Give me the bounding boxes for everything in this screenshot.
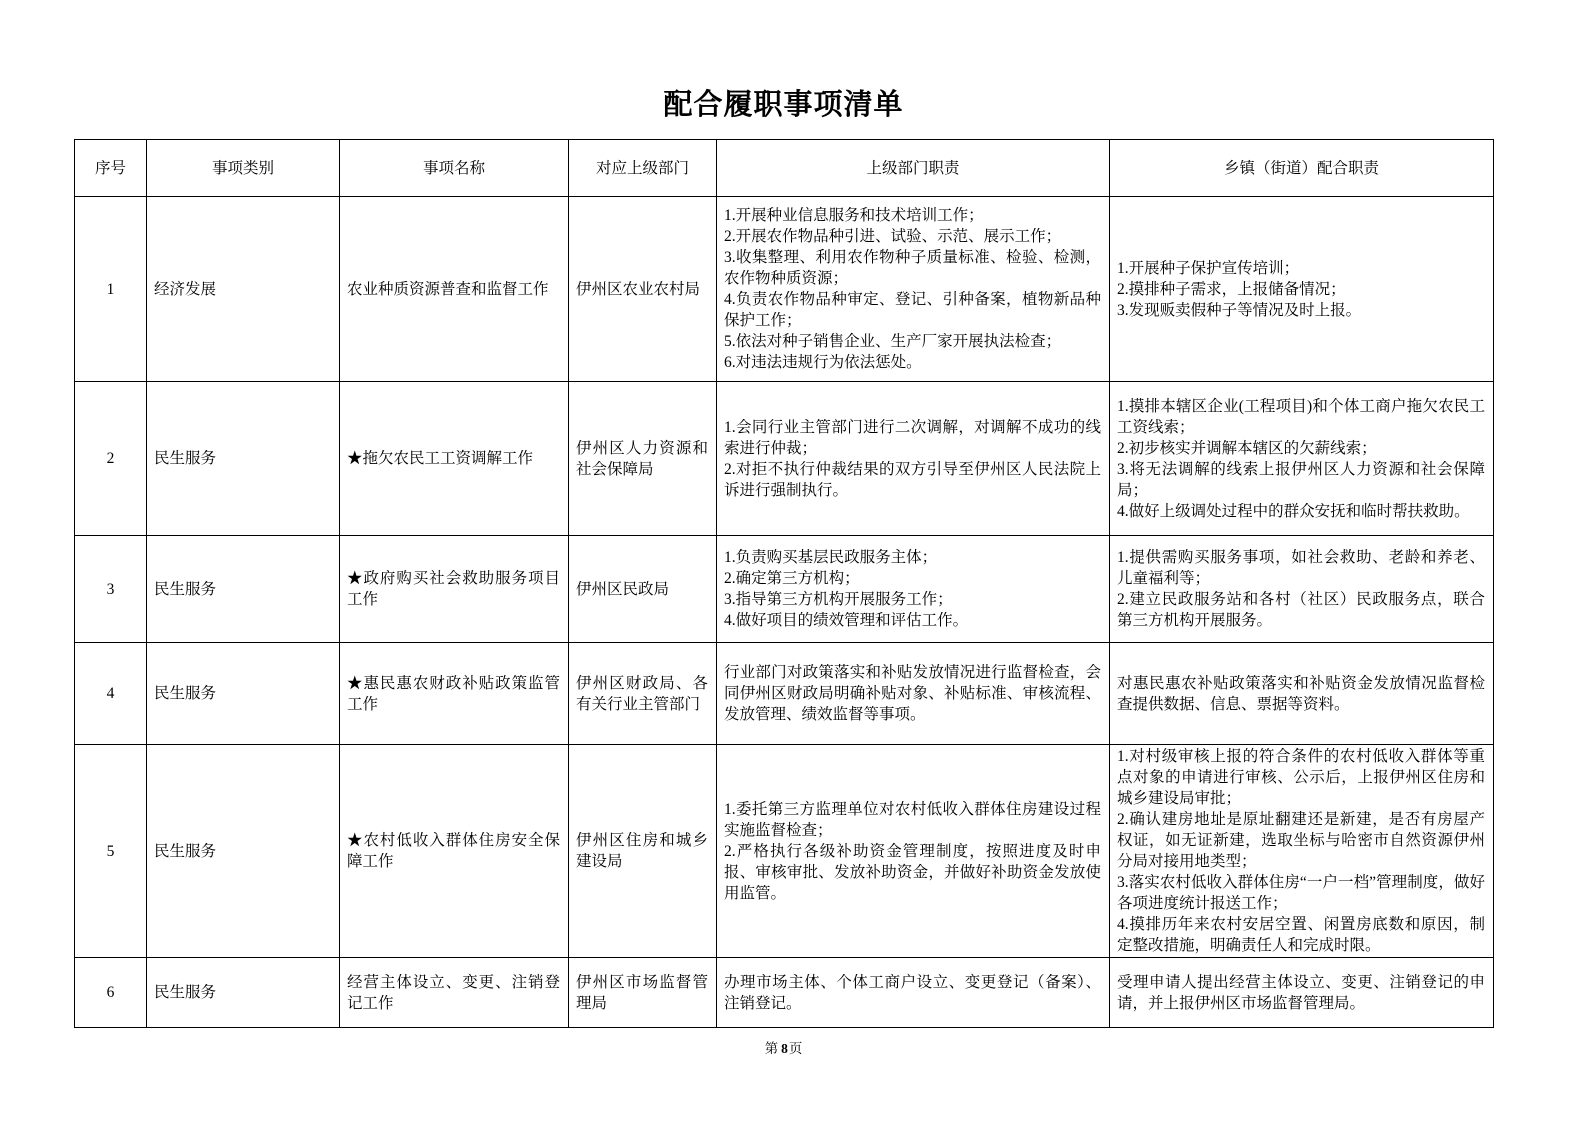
- cell-item-name: ★惠民惠农财政补贴政策监管工作: [340, 643, 569, 745]
- duty-item: 1.对村级审核上报的符合条件的农村低收入群体等重点对象的申请进行审核、公示后，上报伊州区住房和城乡建设局审批；: [1117, 748, 1485, 807]
- duty-item: 行业部门对政策落实和补贴发放情况进行监督检查，会同伊州区财政局明确补贴对象、补贴标准、审核流程、发放管理、绩效监督等事项。: [724, 664, 1101, 723]
- cell-department: 伊州区农业农村局: [569, 197, 717, 382]
- cell-township-duties: [1110, 197, 1494, 382]
- cell-item-name: ★拖欠农民工工资调解工作: [340, 382, 569, 536]
- duty-item: 1.会同行业主管部门进行二次调解，对调解不成功的线索进行仲裁；: [724, 418, 1101, 457]
- duty-item: 2.确认建房地址是原址翻建还是新建，是否有房屋产权证，如无证新建，选取坐标与哈密市自然资源伊州分局对接用地类型；: [1117, 811, 1485, 870]
- duty-item: 3.将无法调解的线索上报伊州区人力资源和社会保障局；: [1117, 460, 1485, 499]
- cell-township-duties: [1110, 958, 1494, 1028]
- table-header-row: [75, 140, 1494, 197]
- table-row: [75, 643, 1494, 745]
- cell-upper-duties: [717, 643, 1110, 745]
- header-upper-duties: 上级部门职责: [717, 140, 1110, 197]
- cell-index: 3: [75, 536, 147, 643]
- document-title: 配合履职事项清单: [663, 89, 904, 121]
- table-row: [75, 745, 1494, 958]
- cell-upper-duties: [717, 536, 1110, 643]
- duty-list-table: [74, 139, 1494, 1028]
- duty-item: 1.开展种子保护宣传培训；: [1117, 259, 1300, 277]
- footer-prefix: 第: [764, 1041, 779, 1056]
- cell-township-duties: [1110, 382, 1494, 536]
- duty-item: 1.摸排本辖区企业(工程项目)和个体工商户拖欠农民工工资线索；: [1117, 397, 1485, 436]
- header-item-name: 事项名称: [340, 140, 569, 197]
- cell-index: 1: [75, 197, 147, 382]
- duty-item: 3.落实农村低收入群体住房“一户一档”管理制度，做好各项进度统计报送工作；: [1117, 874, 1485, 912]
- cell-upper-duties: [717, 197, 1110, 382]
- duty-item: 2.确定第三方机构；: [724, 570, 860, 587]
- cell-index: 6: [75, 958, 147, 1028]
- cell-department: 伊州区市场监督管理局: [569, 958, 717, 1028]
- cell-category: 民生服务: [147, 536, 340, 643]
- cell-category: 民生服务: [147, 958, 340, 1028]
- table-row: [75, 197, 1494, 382]
- cell-department: 伊州区人力资源和社会保障局: [569, 382, 717, 536]
- page-footer: [74, 1040, 1493, 1058]
- cell-category: 民生服务: [147, 643, 340, 745]
- duty-item: 2.建立民政服务站和各村（社区）民政服务点，联合第三方机构开展服务。: [1117, 591, 1485, 629]
- duty-item: 1.委托第三方监理单位对农村低收入群体住房建设过程实施监督检查；: [724, 800, 1101, 839]
- duty-item: 4.负责农作物品种审定、登记、引种备案，植物新品种保护工作；: [724, 291, 1101, 329]
- duty-item: 2.摸排种子需求，上报储备情况；: [1117, 280, 1346, 298]
- duty-item: 2.严格执行各级补助资金管理制度，按照进度及时申报、审核审批、发放补助资金，并做好补助资金发放使用监管。: [724, 842, 1101, 902]
- cell-department: 伊州区民政局: [569, 536, 717, 643]
- cell-department: 伊州区财政局、各有关行业主管部门: [569, 643, 717, 745]
- duty-item: 4.做好上级调处过程中的群众安抚和临时帮扶救助。: [1117, 502, 1470, 520]
- table-row: [75, 536, 1494, 643]
- duty-item: 1.开展种业信息服务和技术培训工作；: [724, 207, 984, 224]
- cell-upper-duties: [717, 745, 1110, 958]
- cell-township-duties: [1110, 745, 1494, 958]
- duty-item: 受理申请人提出经营主体设立、变更、注销登记的申请，并上报伊州区市场监督管理局。: [1117, 973, 1485, 1012]
- page-number: 8: [781, 1041, 788, 1056]
- header-category: 事项类别: [147, 140, 340, 197]
- duty-item: 1.提供需购买服务事项，如社会救助、老龄和养老、儿童福利等；: [1117, 549, 1485, 587]
- cell-category: 民生服务: [147, 745, 340, 958]
- duty-item: 对惠民惠农补贴政策落实和补贴资金发放情况监督检查提供数据、信息、票据等资料。: [1117, 674, 1485, 713]
- table-row: [75, 958, 1494, 1028]
- duty-item: 3.收集整理、利用农作物种子质量标准、检验、检测，农作物种质资源；: [724, 249, 1101, 287]
- header-index: 序号: [75, 140, 147, 197]
- duty-item: 3.指导第三方机构开展服务工作；: [724, 591, 953, 608]
- cell-upper-duties: [717, 958, 1110, 1028]
- duty-item: 5.依法对种子销售企业、生产厂家开展执法检查；: [724, 333, 1062, 350]
- header-township-duties: 乡镇（街道）配合职责: [1110, 140, 1494, 197]
- duty-item: 4.做好项目的绩效管理和评估工作。: [724, 612, 969, 629]
- cell-item-name: 农业种质资源普查和监督工作: [340, 197, 569, 382]
- duty-item: 2.开展农作物品种引进、试验、示范、展示工作；: [724, 228, 1062, 245]
- cell-upper-duties: [717, 382, 1110, 536]
- duty-item: 2.初步核实并调解本辖区的欠薪线索；: [1117, 439, 1377, 457]
- cell-township-duties: [1110, 643, 1494, 745]
- duty-item: 4.摸排历年来农村安居空置、闲置房底数和原因，制定整改措施，明确责任人和完成时限。: [1117, 916, 1485, 954]
- cell-item-name: ★政府购买社会救助服务项目工作: [340, 536, 569, 643]
- duty-item: 6.对违法违规行为依法惩处。: [724, 354, 922, 371]
- cell-department: 伊州区住房和城乡建设局: [569, 745, 717, 958]
- cell-item-name: 经营主体设立、变更、注销登记工作: [340, 958, 569, 1028]
- cell-index: 4: [75, 643, 147, 745]
- cell-township-duties: [1110, 536, 1494, 643]
- cell-item-name: ★农村低收入群体住房安全保障工作: [340, 745, 569, 958]
- cell-category: 民生服务: [147, 382, 340, 536]
- cell-index: 5: [75, 745, 147, 958]
- table-row: [75, 382, 1494, 536]
- footer-suffix: 页: [788, 1041, 803, 1056]
- cell-index: 2: [75, 382, 147, 536]
- cell-category: 经济发展: [147, 197, 340, 382]
- duty-item: 办理市场主体、个体工商户设立、变更登记（备案）、注销登记。: [724, 973, 1101, 1012]
- header-department: 对应上级部门: [569, 140, 717, 197]
- duty-item: 1.负责购买基层民政服务主体；: [724, 549, 938, 566]
- duty-item: 3.发现贩卖假种子等情况及时上报。: [1117, 301, 1362, 319]
- duty-item: 2.对拒不执行仲裁结果的双方引导至伊州区人民法院上诉进行强制执行。: [724, 460, 1101, 499]
